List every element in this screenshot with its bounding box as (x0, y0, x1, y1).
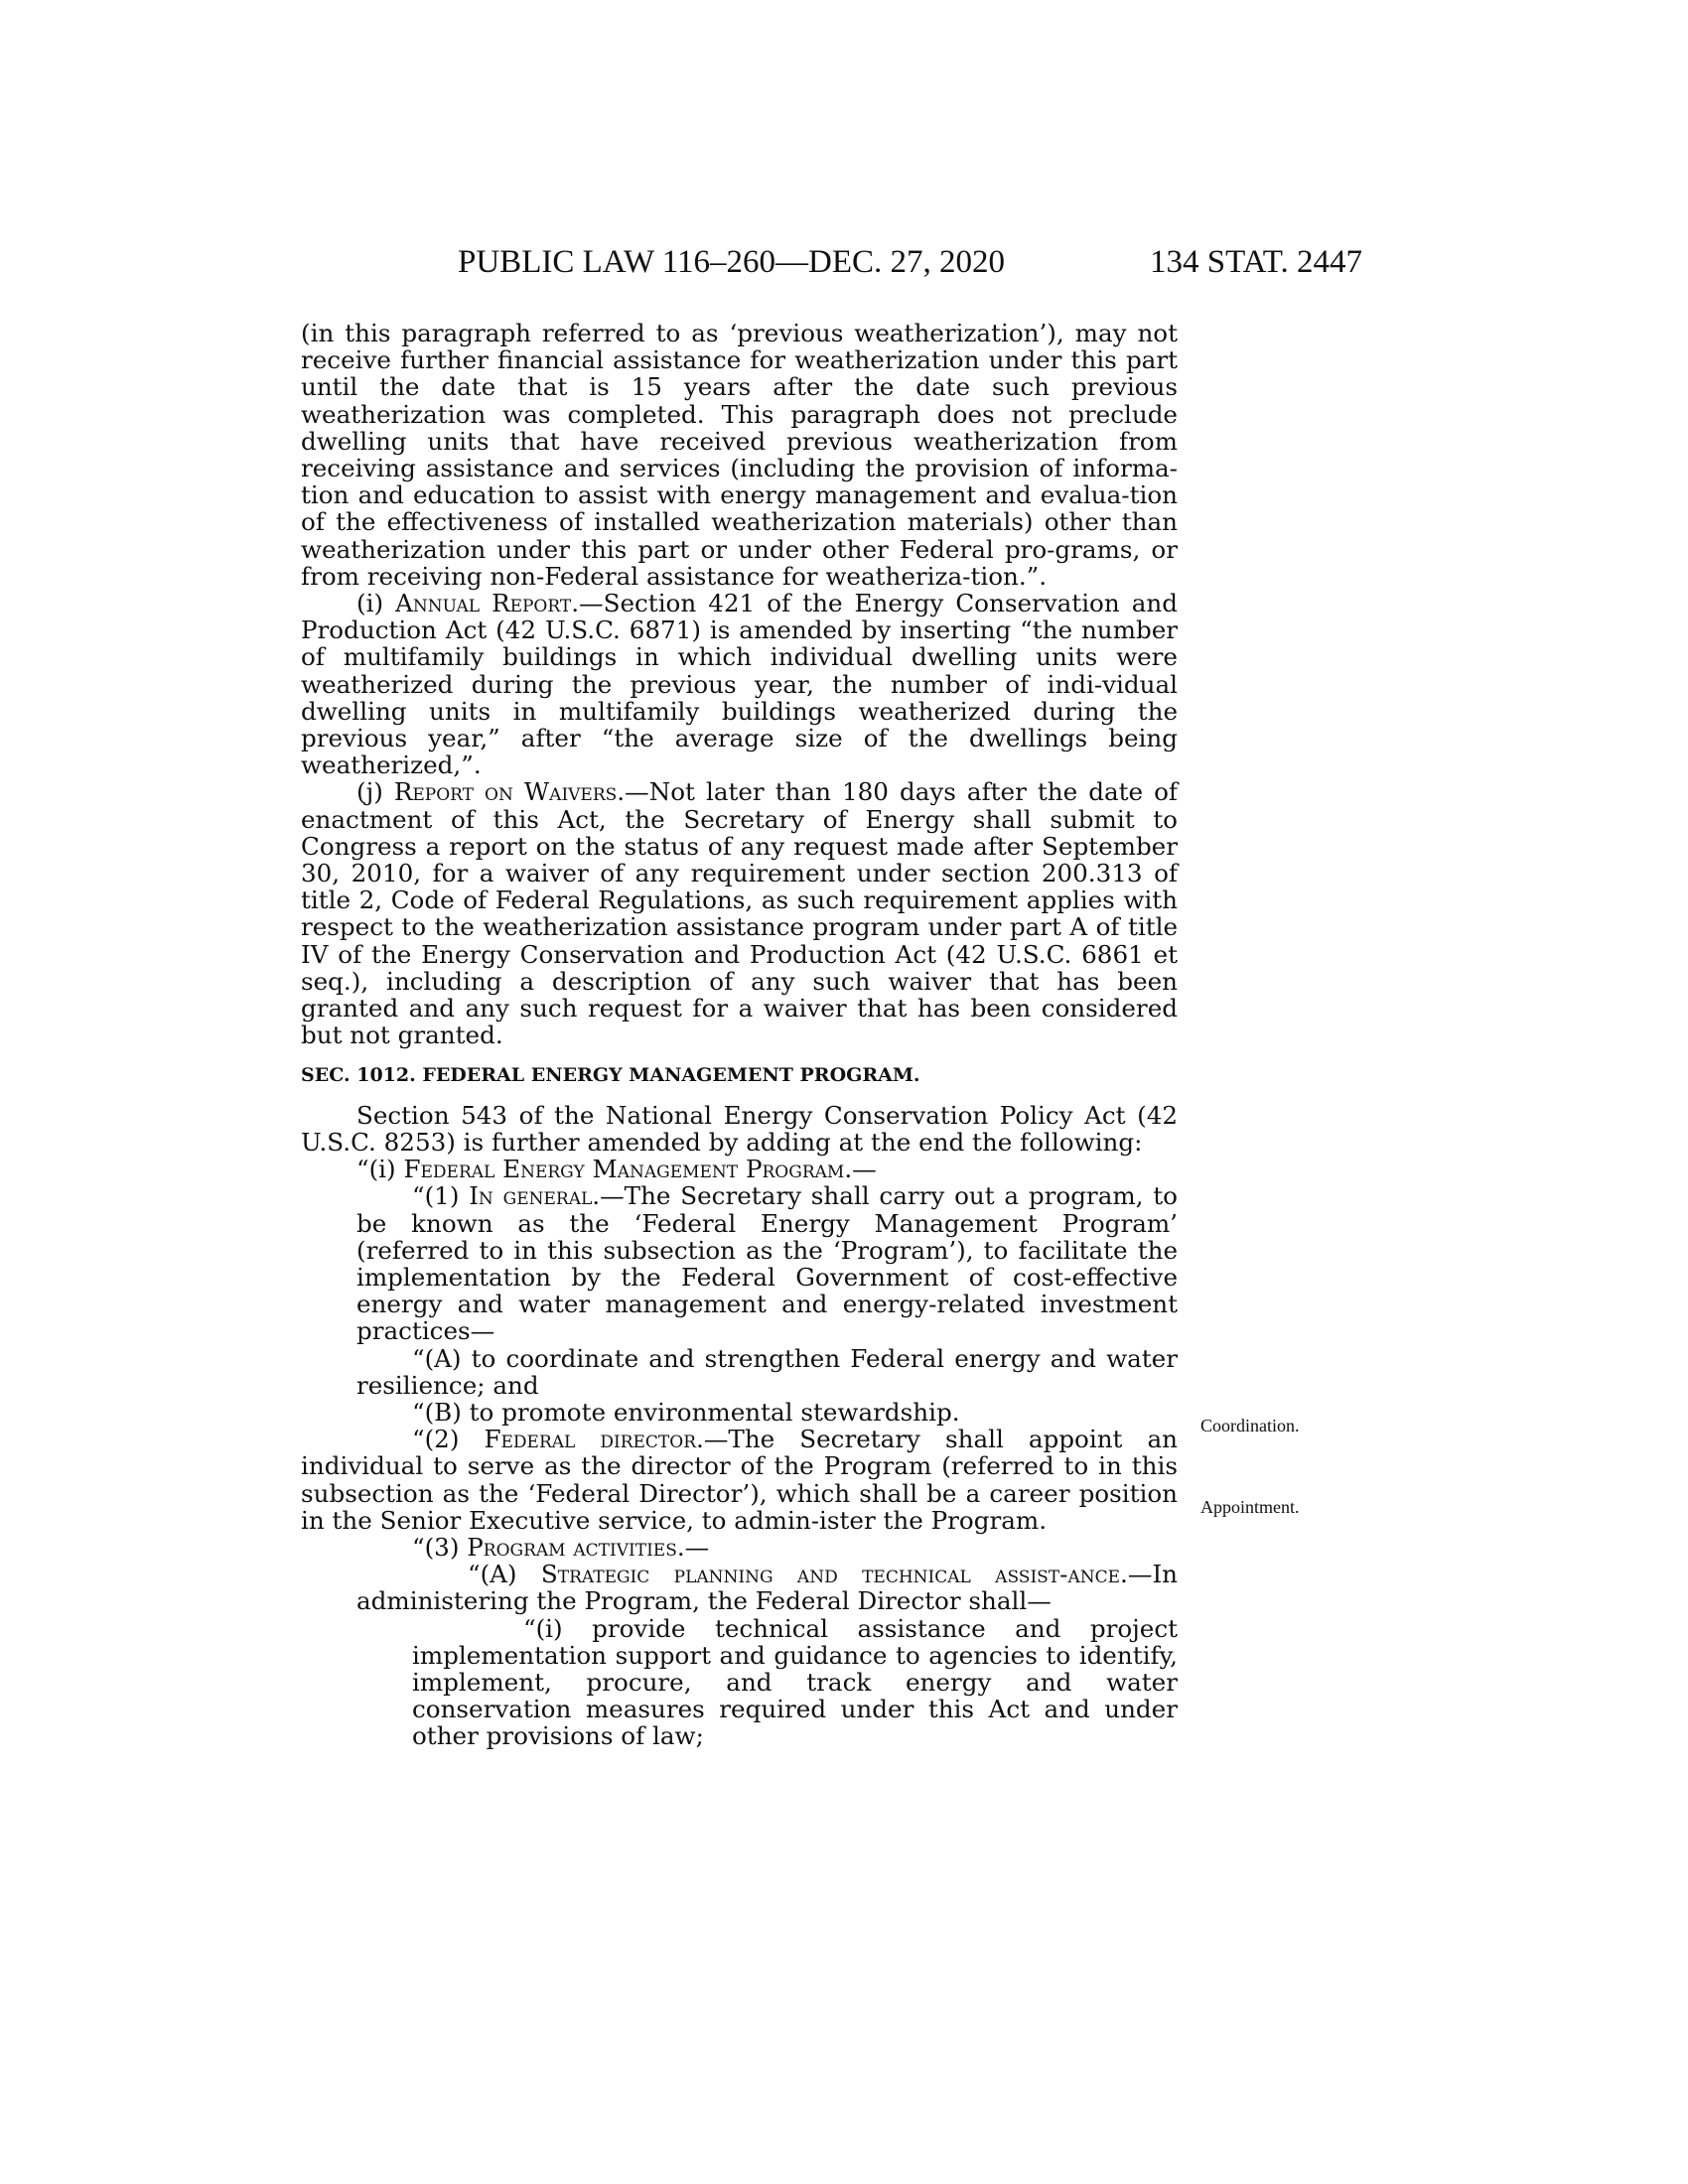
subsection-j-report-on-waivers (301, 778, 1178, 1048)
margin-note-appointment: Appointment. (1200, 1497, 1300, 1517)
subparagraph-label: “(A) (468, 1560, 541, 1589)
subsection-label: (i) (356, 589, 396, 618)
subsection-dash: .— (844, 1155, 877, 1184)
subsection-label: “(i) (356, 1155, 404, 1184)
paragraph-3-program-activities (301, 1534, 1178, 1561)
paragraph-1-in-general (301, 1182, 1178, 1344)
clause-3Ai-technical-assistance: “(i) provide technical assistance and project implementation support and guidance to agencies to identify, implement, procure, and track energy and water conservation measures required under this Act and under other provisions of law; (412, 1613, 1178, 1751)
statute-page-citation: 134 STAT. 2447 (1150, 244, 1363, 280)
running-header (0, 244, 1688, 284)
paragraph-text: .—The Secretary shall appoint an individual to serve as the director of the Program (referred to in this subsection as the ‘Federal Director’), which shall be a career position in the Senior Executive service, to admin-ister the Program. (301, 1425, 1178, 1535)
subparagraph-A-coordinate: “(A) to coordinate and strengthen Federal energy and water resilience; and (356, 1343, 1178, 1400)
paragraph-heading: Federal director (484, 1425, 697, 1454)
paragraph-label: “(2) (412, 1425, 485, 1454)
subsection-i-annual-report (301, 590, 1178, 778)
paragraph-text: .—The Secretary shall carry out a program, to be known as the ‘Federal Energy Management Program’ (referred to in this subsection as the ‘Program’), to facilitate the implementation by the Federal Government of cost-effective energy and water management and energy-related investment practices— (356, 1181, 1178, 1346)
subsection-heading: Federal Energy Management Program (403, 1155, 845, 1184)
subsection-heading: Report on Waivers (393, 777, 618, 807)
subparagraph-3A-strategic-planning (301, 1561, 1178, 1614)
running-head-title: PUBLIC LAW 116–260—DEC. 27, 2020 (458, 244, 1006, 280)
paragraph-2-federal-director (301, 1426, 1178, 1534)
margin-note-coordination: Coordination. (1200, 1416, 1300, 1435)
subparagraph-B-stewardship: “(B) to promote environmental stewardship. (412, 1397, 960, 1427)
paragraph-label: “(3) (412, 1532, 468, 1562)
subsection-text: .—Section 421 of the Energy Conservation and Production Act (42 U.S.C. 6871) is amended by inserting “the number of multifamily buildings in which individual dwelling units were weatherized during the previous year, the number of indi-vidual dwelling units in multifamily buildings weatherized during the previous year,” after “the average size of the dwellings being weatherized,”. (301, 589, 1179, 780)
subsection-text: .—Not later than 180 days after the date of enactment of this Act, the Secretary of Energy shall submit to Congress a report on the status of any request made after September 30, 2010, for a waiver of any requirement under section 200.313 of title 2, Code of Federal Regulations, as such requirement applies with respect to the weatherization assistance program under part A of title IV of the Energy Conservation and Production Act (42 U.S.C. 6861 et seq.), including a description of any such waiver that has been granted and any such request for a waiver that has been considered but not granted. (301, 777, 1178, 1050)
paragraph-heading: Program activities (467, 1532, 677, 1562)
page-body (301, 320, 1178, 1750)
subparagraph-text: .—In administering the Program, the Federal Director shall— (356, 1560, 1178, 1616)
subsection-heading: Annual Report (395, 589, 572, 618)
subparagraph-heading: Strategic planning and technical assist-ance (540, 1560, 1121, 1589)
paragraph-continuation: (in this paragraph referred to as ‘previous weatherization’), may not receive further financial assistance for weatherization under this part until the date that is 15 years after the date such previous weatherization was completed. This paragraph does not preclude dwelling units that have received previous weatherization from receiving assistance and services (including the provision of informa-tion and education to assist with energy management and evalua-tion of the effectiveness of installed weatherization materials) other than weatherization under this part or under other Federal pro-grams, or from receiving non-Federal assistance for weatheriza-tion.”. (301, 319, 1178, 591)
section-intro: Section 543 of the National Energy Conservation Policy Act (42 U.S.C. 8253) is further amended by adding at the end the following: (301, 1100, 1178, 1157)
paragraph-heading: In general (469, 1181, 593, 1211)
paragraph-dash: .— (676, 1532, 710, 1562)
paragraph-label: “(1) (412, 1181, 470, 1211)
section-heading: SEC. 1012. FEDERAL ENERGY MANAGEMENT PROGRAM. (301, 1064, 920, 1087)
inserted-subsection-i (301, 1156, 1178, 1182)
subsection-label: (j) (356, 777, 394, 807)
